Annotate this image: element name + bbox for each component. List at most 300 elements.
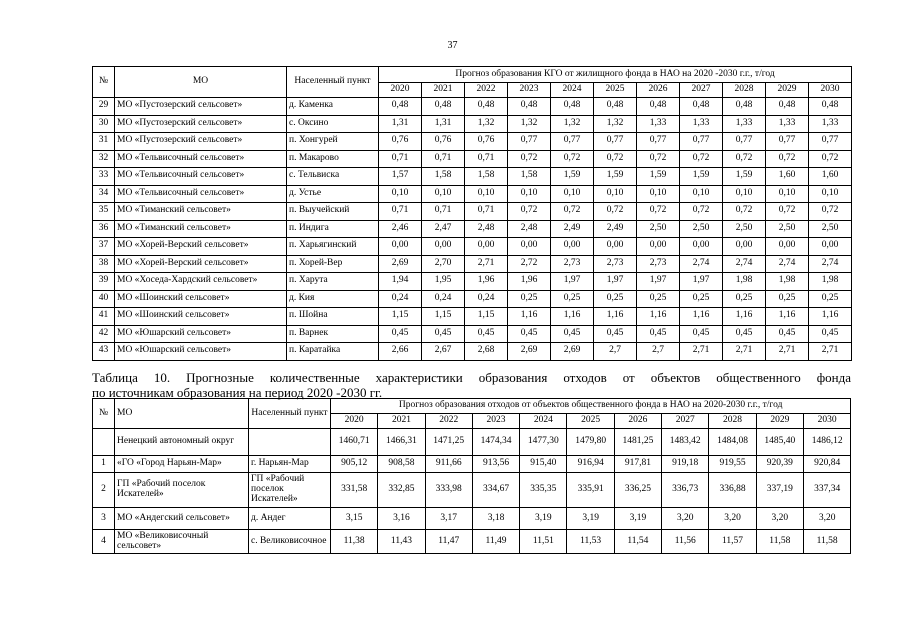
value-cell: 1,32 xyxy=(508,115,551,133)
value-cell: 1,32 xyxy=(551,115,594,133)
value-cell: 2,74 xyxy=(680,255,723,273)
row-number: 39 xyxy=(93,273,115,291)
value-cell: 0,10 xyxy=(551,185,594,203)
value-cell: 1477,30 xyxy=(520,429,567,456)
row-number: 42 xyxy=(93,325,115,343)
value-cell: 0,00 xyxy=(465,238,508,256)
header-year: 2021 xyxy=(422,83,465,98)
mo-name: МО «Шоинский сельсовет» xyxy=(115,308,287,326)
value-cell: 1,15 xyxy=(379,308,422,326)
value-cell: 920,39 xyxy=(756,456,803,473)
mo-name: МО «Тельвисочный сельсовет» xyxy=(115,168,287,186)
row-number: 1 xyxy=(93,456,115,473)
value-cell: 3,20 xyxy=(662,508,709,530)
value-cell: 11,56 xyxy=(662,530,709,554)
row-number: 43 xyxy=(93,343,115,361)
value-cell: 1,60 xyxy=(766,168,809,186)
value-cell: 0,45 xyxy=(379,325,422,343)
table-row xyxy=(93,429,851,456)
value-cell: 2,73 xyxy=(637,255,680,273)
value-cell: 0,25 xyxy=(680,290,723,308)
value-cell: 1,59 xyxy=(551,168,594,186)
value-cell: 0,72 xyxy=(766,150,809,168)
settlement-name: г. Нарьян-Мар xyxy=(249,456,331,473)
value-cell: 1,33 xyxy=(723,115,766,133)
value-cell: 0,48 xyxy=(594,98,637,116)
value-cell: 0,48 xyxy=(723,98,766,116)
value-cell: 2,48 xyxy=(508,220,551,238)
value-cell: 0,10 xyxy=(594,185,637,203)
settlement-name: с. Великовисочное xyxy=(249,530,331,554)
value-cell: 1,59 xyxy=(637,168,680,186)
value-cell: 0,48 xyxy=(809,98,852,116)
mo-name: МО «Хоседа-Хардский сельсовет» xyxy=(115,273,287,291)
value-cell: 0,48 xyxy=(422,98,465,116)
settlement-name: п. Макарово xyxy=(287,150,379,168)
value-cell: 3,20 xyxy=(756,508,803,530)
value-cell: 0,72 xyxy=(723,150,766,168)
value-cell: 0,00 xyxy=(551,238,594,256)
header-year: 2027 xyxy=(662,414,709,429)
value-cell: 0,10 xyxy=(637,185,680,203)
row-number: 40 xyxy=(93,290,115,308)
value-cell: 334,67 xyxy=(472,473,519,508)
value-cell: 913,56 xyxy=(472,456,519,473)
value-cell: 0,72 xyxy=(508,203,551,221)
value-cell: 1,32 xyxy=(465,115,508,133)
caption-line-1: Таблица 10. Прогнозные количественные характеристики образования отходов от объектов общественного фонда xyxy=(92,370,851,385)
value-cell: 0,25 xyxy=(766,290,809,308)
header-mo: МО xyxy=(115,399,249,429)
value-cell: 0,24 xyxy=(379,290,422,308)
page-number: 37 xyxy=(447,40,458,51)
value-cell: 2,73 xyxy=(594,255,637,273)
value-cell: 1,31 xyxy=(379,115,422,133)
table-row xyxy=(93,290,852,308)
value-cell: 3,20 xyxy=(803,508,850,530)
value-cell: 3,20 xyxy=(709,508,756,530)
row-number: 34 xyxy=(93,185,115,203)
header-forecast: Прогноз образования КГО от жилищного фонда в НАО на 2020 -2030 г.г., т/год xyxy=(379,67,852,83)
value-cell: 1,98 xyxy=(766,273,809,291)
value-cell: 1,57 xyxy=(379,168,422,186)
value-cell: 0,77 xyxy=(766,133,809,151)
mo-name: ГП «Рабочий поселок Искателей» xyxy=(115,473,249,508)
table-row xyxy=(93,203,852,221)
value-cell: 11,43 xyxy=(378,530,425,554)
value-cell: 0,71 xyxy=(379,150,422,168)
mo-name: Ненецкий автономный округ xyxy=(115,429,249,456)
value-cell: 0,71 xyxy=(379,203,422,221)
value-cell: 2,70 xyxy=(422,255,465,273)
value-cell: 919,18 xyxy=(662,456,709,473)
table-row xyxy=(93,273,852,291)
mo-name: МО «Тельвисочный сельсовет» xyxy=(115,150,287,168)
header-year: 2028 xyxy=(723,83,766,98)
header-year: 2028 xyxy=(709,414,756,429)
table-row xyxy=(93,473,851,508)
value-cell: 0,77 xyxy=(723,133,766,151)
row-number: 37 xyxy=(93,238,115,256)
row-number: 32 xyxy=(93,150,115,168)
value-cell: 2,74 xyxy=(723,255,766,273)
header-year: 2021 xyxy=(378,414,425,429)
header-year: 2025 xyxy=(567,414,614,429)
settlement-name: д. Кия xyxy=(287,290,379,308)
value-cell: 0,48 xyxy=(766,98,809,116)
value-cell: 1,97 xyxy=(637,273,680,291)
row-number: 41 xyxy=(93,308,115,326)
value-cell: 0,77 xyxy=(508,133,551,151)
table-row xyxy=(93,238,852,256)
value-cell: 1,97 xyxy=(594,273,637,291)
header-year: 2023 xyxy=(472,414,519,429)
settlement-name: с. Оксино xyxy=(287,115,379,133)
value-cell: 1,97 xyxy=(551,273,594,291)
value-cell: 1,58 xyxy=(422,168,465,186)
header-mo: МО xyxy=(115,67,287,98)
value-cell: 2,7 xyxy=(637,343,680,361)
value-cell: 0,25 xyxy=(508,290,551,308)
value-cell: 332,85 xyxy=(378,473,425,508)
value-cell: 916,94 xyxy=(567,456,614,473)
row-number: 31 xyxy=(93,133,115,151)
value-cell: 3,15 xyxy=(331,508,378,530)
value-cell: 0,72 xyxy=(766,203,809,221)
value-cell: 0,10 xyxy=(508,185,551,203)
value-cell: 0,48 xyxy=(637,98,680,116)
value-cell: 1,33 xyxy=(766,115,809,133)
value-cell: 2,46 xyxy=(379,220,422,238)
value-cell: 2,48 xyxy=(465,220,508,238)
settlement-name: п. Варнек xyxy=(287,325,379,343)
value-cell: 0,00 xyxy=(379,238,422,256)
value-cell: 2,7 xyxy=(594,343,637,361)
value-cell: 0,72 xyxy=(723,203,766,221)
value-cell: 905,12 xyxy=(331,456,378,473)
settlement-name: с. Тельвиска xyxy=(287,168,379,186)
value-cell: 0,72 xyxy=(809,150,852,168)
value-cell: 2,71 xyxy=(723,343,766,361)
value-cell: 2,73 xyxy=(551,255,594,273)
header-year: 2020 xyxy=(379,83,422,98)
value-cell: 0,48 xyxy=(465,98,508,116)
header-year: 2022 xyxy=(425,414,472,429)
value-cell: 3,19 xyxy=(614,508,661,530)
value-cell: 0,00 xyxy=(637,238,680,256)
value-cell: 0,45 xyxy=(594,325,637,343)
header-year: 2020 xyxy=(331,414,378,429)
value-cell: 11,51 xyxy=(520,530,567,554)
value-cell: 11,49 xyxy=(472,530,519,554)
row-number: 33 xyxy=(93,168,115,186)
value-cell: 0,00 xyxy=(723,238,766,256)
mo-name: МО «Тиманский сельсовет» xyxy=(115,220,287,238)
value-cell: 920,84 xyxy=(803,456,850,473)
header-year: 2026 xyxy=(637,83,680,98)
value-cell: 2,50 xyxy=(680,220,723,238)
header-year: 2029 xyxy=(756,414,803,429)
settlement-name: п. Харута xyxy=(287,273,379,291)
value-cell: 1486,12 xyxy=(803,429,850,456)
mo-name: МО «Хорей-Верский сельсовет» xyxy=(115,238,287,256)
value-cell: 1,59 xyxy=(723,168,766,186)
value-cell: 0,72 xyxy=(551,150,594,168)
value-cell: 1,16 xyxy=(766,308,809,326)
value-cell: 0,45 xyxy=(680,325,723,343)
value-cell: 2,72 xyxy=(508,255,551,273)
value-cell: 2,49 xyxy=(551,220,594,238)
value-cell: 2,74 xyxy=(809,255,852,273)
header-year: 2024 xyxy=(520,414,567,429)
value-cell: 0,45 xyxy=(465,325,508,343)
value-cell: 1,16 xyxy=(809,308,852,326)
value-cell: 0,00 xyxy=(594,238,637,256)
value-cell: 0,48 xyxy=(680,98,723,116)
value-cell: 1,98 xyxy=(723,273,766,291)
value-cell: 335,35 xyxy=(520,473,567,508)
value-cell: 0,72 xyxy=(637,150,680,168)
value-cell: 0,45 xyxy=(508,325,551,343)
settlement-name: д. Андег xyxy=(249,508,331,530)
table-row xyxy=(93,530,851,554)
value-cell: 335,91 xyxy=(567,473,614,508)
value-cell: 1,16 xyxy=(508,308,551,326)
value-cell: 2,69 xyxy=(508,343,551,361)
settlement-name: ГП «Рабочий поселок Искателей» xyxy=(249,473,331,508)
value-cell: 1466,31 xyxy=(378,429,425,456)
value-cell: 0,71 xyxy=(422,203,465,221)
value-cell: 1,94 xyxy=(379,273,422,291)
value-cell: 1,31 xyxy=(422,115,465,133)
value-cell: 3,18 xyxy=(472,508,519,530)
value-cell: 11,54 xyxy=(614,530,661,554)
table-row xyxy=(93,98,852,116)
value-cell: 0,00 xyxy=(680,238,723,256)
value-cell: 2,74 xyxy=(766,255,809,273)
value-cell: 1,15 xyxy=(422,308,465,326)
value-cell: 0,48 xyxy=(508,98,551,116)
value-cell: 0,76 xyxy=(422,133,465,151)
value-cell: 331,58 xyxy=(331,473,378,508)
value-cell: 336,88 xyxy=(709,473,756,508)
value-cell: 0,72 xyxy=(637,203,680,221)
header-year: 2022 xyxy=(465,83,508,98)
value-cell: 2,47 xyxy=(422,220,465,238)
value-cell: 2,69 xyxy=(379,255,422,273)
value-cell: 1,59 xyxy=(594,168,637,186)
value-cell: 0,45 xyxy=(422,325,465,343)
value-cell: 3,16 xyxy=(378,508,425,530)
value-cell: 11,47 xyxy=(425,530,472,554)
value-cell: 0,45 xyxy=(637,325,680,343)
value-cell: 0,25 xyxy=(809,290,852,308)
caption-line-2: по источникам образования на период 2020 -2030 гг. xyxy=(92,385,383,400)
value-cell: 11,38 xyxy=(331,530,378,554)
value-cell: 2,71 xyxy=(809,343,852,361)
value-cell: 0,00 xyxy=(508,238,551,256)
value-cell: 0,72 xyxy=(551,203,594,221)
value-cell: 919,55 xyxy=(709,456,756,473)
settlement-name: д. Каменка xyxy=(287,98,379,116)
value-cell: 3,19 xyxy=(567,508,614,530)
value-cell: 0,25 xyxy=(637,290,680,308)
mo-name: МО «Юшарский сельсовет» xyxy=(115,325,287,343)
value-cell: 0,45 xyxy=(809,325,852,343)
value-cell: 2,68 xyxy=(465,343,508,361)
value-cell: 0,48 xyxy=(551,98,594,116)
mo-name: МО «Пустозерский сельсовет» xyxy=(115,98,287,116)
value-cell: 3,19 xyxy=(520,508,567,530)
value-cell: 11,58 xyxy=(756,530,803,554)
value-cell: 1485,40 xyxy=(756,429,803,456)
value-cell: 917,81 xyxy=(614,456,661,473)
header-no: № xyxy=(93,399,115,429)
row-number: 36 xyxy=(93,220,115,238)
mo-name: МО «Пустозерский сельсовет» xyxy=(115,115,287,133)
row-number: 29 xyxy=(93,98,115,116)
header-settlement: Населенный пункт xyxy=(249,399,331,429)
settlement-name: п. Шойна xyxy=(287,308,379,326)
value-cell: 1481,25 xyxy=(614,429,661,456)
value-cell: 0,77 xyxy=(809,133,852,151)
settlement-name: п. Выучейский xyxy=(287,203,379,221)
row-number: 2 xyxy=(93,473,115,508)
value-cell: 908,58 xyxy=(378,456,425,473)
mo-name: МО «Юшарский сельсовет» xyxy=(115,343,287,361)
value-cell: 336,73 xyxy=(662,473,709,508)
row-number xyxy=(93,429,115,456)
value-cell: 1,33 xyxy=(637,115,680,133)
value-cell: 1479,80 xyxy=(567,429,614,456)
value-cell: 0,72 xyxy=(508,150,551,168)
value-cell: 0,72 xyxy=(594,150,637,168)
value-cell: 1460,71 xyxy=(331,429,378,456)
value-cell: 1,58 xyxy=(465,168,508,186)
table-row xyxy=(93,185,852,203)
value-cell: 0,00 xyxy=(422,238,465,256)
value-cell: 1,95 xyxy=(422,273,465,291)
value-cell: 1471,25 xyxy=(425,429,472,456)
value-cell: 1,60 xyxy=(809,168,852,186)
value-cell: 2,71 xyxy=(680,343,723,361)
value-cell: 0,25 xyxy=(594,290,637,308)
value-cell: 0,24 xyxy=(465,290,508,308)
value-cell: 0,76 xyxy=(379,133,422,151)
value-cell: 0,48 xyxy=(379,98,422,116)
value-cell: 1,15 xyxy=(465,308,508,326)
table-row xyxy=(93,456,851,473)
mo-name: МО «Тельвисочный сельсовет» xyxy=(115,185,287,203)
row-number: 4 xyxy=(93,530,115,554)
settlement-name: п. Харьягинский xyxy=(287,238,379,256)
value-cell: 915,40 xyxy=(520,456,567,473)
value-cell: 1483,42 xyxy=(662,429,709,456)
value-cell: 0,10 xyxy=(422,185,465,203)
kgo-forecast-table xyxy=(92,66,852,361)
value-cell: 0,72 xyxy=(594,203,637,221)
header-year: 2026 xyxy=(614,414,661,429)
value-cell: 1,16 xyxy=(551,308,594,326)
value-cell: 2,66 xyxy=(379,343,422,361)
value-cell: 0,45 xyxy=(551,325,594,343)
value-cell: 3,17 xyxy=(425,508,472,530)
value-cell: 1,58 xyxy=(508,168,551,186)
mo-name: «ГО «Город Нарьян-Мар» xyxy=(115,456,249,473)
value-cell: 11,53 xyxy=(567,530,614,554)
value-cell: 1,33 xyxy=(809,115,852,133)
settlement-name xyxy=(249,429,331,456)
value-cell: 0,45 xyxy=(723,325,766,343)
value-cell: 2,67 xyxy=(422,343,465,361)
value-cell: 0,77 xyxy=(680,133,723,151)
value-cell: 0,10 xyxy=(809,185,852,203)
value-cell: 0,71 xyxy=(465,203,508,221)
value-cell: 0,00 xyxy=(766,238,809,256)
value-cell: 2,50 xyxy=(637,220,680,238)
value-cell: 337,34 xyxy=(803,473,850,508)
header-forecast: Прогноз образования отходов от объектов общественного фонда в НАО на 2020-2030 г.г., т/год xyxy=(331,399,851,414)
value-cell: 0,10 xyxy=(680,185,723,203)
table-row xyxy=(93,308,852,326)
value-cell: 0,76 xyxy=(465,133,508,151)
value-cell: 1,98 xyxy=(809,273,852,291)
table-row xyxy=(93,325,852,343)
value-cell: 333,98 xyxy=(425,473,472,508)
value-cell: 911,66 xyxy=(425,456,472,473)
value-cell: 336,25 xyxy=(614,473,661,508)
value-cell: 2,50 xyxy=(809,220,852,238)
value-cell: 1,97 xyxy=(680,273,723,291)
value-cell: 0,72 xyxy=(809,203,852,221)
value-cell: 337,19 xyxy=(756,473,803,508)
header-no: № xyxy=(93,67,115,98)
value-cell: 0,77 xyxy=(551,133,594,151)
table-row xyxy=(93,168,852,186)
value-cell: 0,77 xyxy=(594,133,637,151)
value-cell: 0,25 xyxy=(723,290,766,308)
value-cell: 0,72 xyxy=(680,150,723,168)
settlement-name: п. Индига xyxy=(287,220,379,238)
value-cell: 2,49 xyxy=(594,220,637,238)
value-cell: 1484,08 xyxy=(709,429,756,456)
value-cell: 0,72 xyxy=(680,203,723,221)
value-cell: 1,32 xyxy=(594,115,637,133)
header-year: 2027 xyxy=(680,83,723,98)
mo-name: МО «Великовисочный сельсовет» xyxy=(115,530,249,554)
value-cell: 0,25 xyxy=(551,290,594,308)
value-cell: 0,45 xyxy=(766,325,809,343)
value-cell: 1,16 xyxy=(637,308,680,326)
header-year: 2030 xyxy=(803,414,850,429)
header-year: 2030 xyxy=(809,83,852,98)
value-cell: 1474,34 xyxy=(472,429,519,456)
value-cell: 2,71 xyxy=(465,255,508,273)
value-cell: 0,10 xyxy=(723,185,766,203)
settlement-name: п. Каратайка xyxy=(287,343,379,361)
header-settlement: Населенный пункт xyxy=(287,67,379,98)
row-number: 38 xyxy=(93,255,115,273)
table-row xyxy=(93,343,852,361)
settlement-name: п. Хорей-Вер xyxy=(287,255,379,273)
mo-name: МО «Хорей-Верский сельсовет» xyxy=(115,255,287,273)
value-cell: 1,33 xyxy=(680,115,723,133)
row-number: 35 xyxy=(93,203,115,221)
mo-name: МО «Андегский сельсовет» xyxy=(115,508,249,530)
table-row xyxy=(93,255,852,273)
value-cell: 0,10 xyxy=(379,185,422,203)
table-row xyxy=(93,150,852,168)
